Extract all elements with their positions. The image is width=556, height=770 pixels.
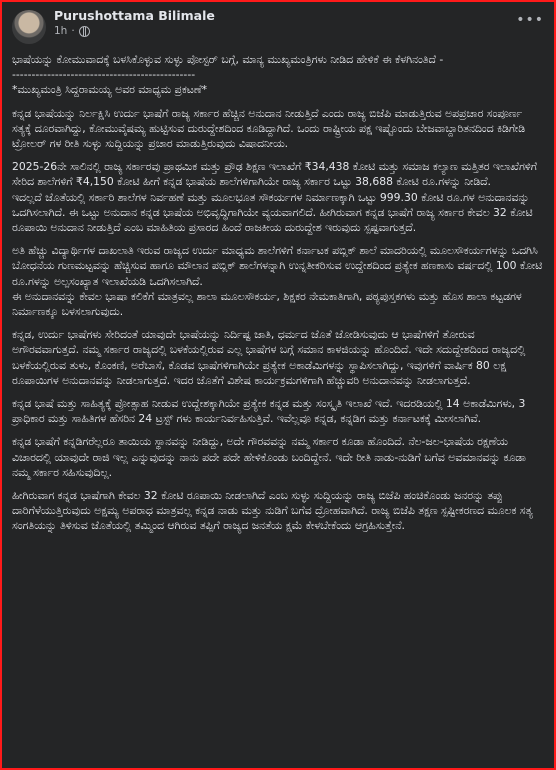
author-meta [54, 8, 215, 38]
paragraph-6: ಕನ್ನಡ ಭಾಷೆಗೆ ಕನ್ನಡಿಗರೆಲ್ಲರೂ ತಾಯಿಯ ಸ್ಥಾನವನ್ನು ನೀಡಿದ್ದು, ಅದೇ ಗೌರವವನ್ನು ನಮ್ಮ ಸರ್ಕಾರ ಕೂಡಾ ಹೊಂದಿದೆ. ನೆಲ-ಜಲ-ಭಾಷೆಯ ರಕ್ಷಣೆಯ ವಿಚಾರದಲ್ಲಿ ಯಾವುದೇ ರಾಜಿ ಇಲ್ಲ ಎನ್ನುವುದನ್ನು ನಾನು ಪದೇ ಪದೇ ಹೇಳಿಕೊಂಡು ಬಂದಿದ್ದೇನೆ. ಇದೇ ರೀತಿ ನಾಡು-ನುಡಿಗೆ ಬಗೆವ ಅವಮಾನವನ್ನು ಕೂಡಾ ನಮ್ಮ ಸರ್ಕಾರ ಸಹಿಸುವುದಿಲ್ಲ. [12, 435, 526, 479]
post-header [12, 8, 544, 48]
paragraph-2b: ಇದಲ್ಲದೆ ಜೊತೆಯಲ್ಲಿ ಸರ್ಕಾರಿ ಶಾಲೆಗಳ ನಿರ್ವಹಣೆ ಮತ್ತು ಮೂಲಭೂತ ಸೌಕರ್ಯಗಳ ನಿರ್ಮಾಣಕ್ಕಾಗಿ ಒಟ್ಟು 999.30 ಕೋಟಿ ರೂ.ಗಳ ಅನುದಾನವನ್ನು ಒದಗಿಸಲಾಗಿದೆ. ಈ ಒಟ್ಟು ಅನುದಾನ ಕನ್ನಡ ಭಾಷೆಯ ಅಭಿವೃದ್ಧಿಗಾಗಿಯೇ ವ್ಯಯವಾಗಲಿದೆ. ಹೀಗಿರುವಾಗ ಕನ್ನಡ ಭಾಷೆಗೆ ರಾಜ್ಯ ಸರ್ಕಾರ ಕೇವಲ 32 ಕೋಟಿ ರೂಪಾಯಿ ಅನುದಾನ ನೀಡುತ್ತಿದೆ ಎಂಬ ಮಾಹಿತಿಯ ಪ್ರಸಾರದ ಹಿಂದೆ ರಾಜಕೀಯ ದುರುದ್ದೇಶ ಇರುವುದು ಸ್ಪಷ್ಟವಾಗುತ್ತದೆ. [12, 190, 533, 235]
post-timestamp: 1h · [54, 24, 215, 38]
paragraph-2a: 2025-26ನೇ ಸಾಲಿನಲ್ಲಿ ರಾಜ್ಯ ಸರ್ಕಾರವು ಪ್ರಾಥಮಿಕ ಮತ್ತು ಪ್ರೌಢ ಶಿಕ್ಷಣ ಇಲಾಖೆಗೆ ₹34,438 ಕೋಟಿ ಮತ್ತು ಸಮಾಜ ಕಲ್ಯಾಣ ಮತ್ತಿತರ ಇಲಾಖೆಗಳಿಗೆ ಸೇರಿದ ಶಾಲೆಗಳಿಗೆ ₹4,150 ಕೋಟಿ ಹೀಗೆ ಕನ್ನಡ ಭಾಷೆಯ ಶಾಲೆಗಳಿಗಾಗಿಯೇ ರಾಜ್ಯ ಸರ್ಕಾರ ಒಟ್ಟು 38,688 ಕೋಟಿ ರೂ.ಗಳನ್ನು ನೀಡಿದೆ. [12, 160, 537, 189]
post-card [12, 8, 544, 533]
post-body [12, 52, 544, 542]
paragraph-3b: ಈ ಅನುದಾನವನ್ನು ಕೇವಲ ಭಾಷಾ ಕಲಿಕೆಗೆ ಮಾತ್ರವಲ್ಲ ಶಾಲಾ ಮೂಲಸೌಕರ್ಯ, ಶಿಕ್ಷಕರ ನೇಮಕಾತಿಗಾಗಿ, ಪಠ್ಯಪುಸ್ತಕಗಳು ಮತ್ತು ಹೊಸ ಶಾಲಾ ಕಟ್ಟಡಗಳ ನಿರ್ಮಾಣಕ್ಕೂ ಬಳಸಲಾಗುವುದು. [12, 289, 522, 319]
more-options-icon[interactable]: ••• [516, 12, 544, 28]
paragraph-7: ಹೀಗಿರುವಾಗ ಕನ್ನಡ ಭಾಷೆಗಾಗಿ ಕೇವಲ 32 ಕೋಟಿ ರೂಪಾಯಿ ನೀಡಲಾಗಿದೆ ಎಂಬ ಸುಳ್ಳು ಸುದ್ದಿಯನ್ನು ರಾಜ್ಯ ಬಿಜೆಪಿ ಹಂಚಿಕೊಂಡು ಜನರನ್ನು ತಪ್ಪು ದಾರಿಗೆಳೆಯುತ್ತಿರುವುದು ಅಕ್ಷಮ್ಯ ಅಪರಾಧ ಮಾತ್ರವಲ್ಲ ಕನ್ನಡ ನಾಡು ಮತ್ತು ನುಡಿಗೆ ಬಗೆವ ದ್ರೋಹವಾಗಿದೆ. ರಾಜ್ಯ ಬಿಜೆಪಿ ತಕ್ಷಣ ಸ್ಪಷ್ಟೀಕರಣದ ಮೂಲಕ ಸತ್ಯ ಸಂಗತಿಯನ್ನು ತಿಳಿಸುವ ಜೊತೆಯಲ್ಲಿ ತಮ್ಮಿಂದ ಆಗಿರುವ ತಪ್ಪಿಗೆ ರಾಜ್ಯದ ಜನತೆಯ ಕ್ಷಮೆ ಕೇಳಬೇಕೆಂದು ಆಗ್ರಹಿಸುತ್ತೇನೆ. [12, 489, 533, 533]
paragraph-1: ಕನ್ನಡ ಭಾಷೆಯನ್ನು ನಿರ್ಲಕ್ಷಿಸಿ ಉರ್ದು ಭಾಷೆಗೆ ರಾಜ್ಯ ಸರ್ಕಾರ ಹೆಚ್ಚಿನ ಅನುದಾನ ನೀಡುತ್ತಿದೆ ಎಂದು ರಾಜ್ಯ ಬಿಜೆಪಿ ಮಾಡುತ್ತಿರುವ ಅಪಪ್ರಚಾರ ಸಂಪೂರ್ಣ ಸತ್ಯಕ್ಕೆ ದೂರವಾಗಿದ್ದು, ಕೋಮುವೈಷಮ್ಯ ಹುಟ್ಟಿಸುವ ದುರುದ್ದೇಶದಿಂದ ಕೂಡಿದ್ದಾಗಿದೆ. ಒಂದು ರಾಷ್ಟ್ರೀಯ ಪಕ್ಷ ಇಷ್ಟೊಂದು ಬೇಜವಾಬ್ದಾರಿತನದಿಂದ ಕಿಡಿಗೇಡಿ ಟ್ರೋಲರ್ ಗಳ ರೀತಿ ಸುಳ್ಳು ಸುದ್ದಿಯನ್ನು ಪ್ರಚಾರ ಮಾಡುತ್ತಿರುವುದು ವಿಷಾದನೀಯ. [12, 106, 526, 151]
post-heading: *ಮುಖ್ಯಮಂತ್ರಿ ಸಿದ್ದರಾಮಯ್ಯ ಅವರ ಮಾಧ್ಯಮ ಪ್ರಕಟಣೆ* [12, 83, 208, 97]
paragraph-5: ಕನ್ನಡ ಭಾಷೆ ಮತ್ತು ಸಾಹಿತ್ಯಕ್ಕೆ ಪ್ರೋತ್ಸಾಹ ನೀಡುವ ಉದ್ದೇಶಕ್ಕಾಗಿಯೇ ಪ್ರತ್ಯೇಕ ಕನ್ನಡ ಮತ್ತು ಸಂಸ್ಕೃತಿ ಇಲಾಖೆ ಇದೆ. ಇದರಡಿಯಲ್ಲಿ 14 ಅಕಾಡೆಮಿಗಳು, 3 ಪ್ರಾಧಿಕಾರ ಮತ್ತು ಸಾಹಿತಿಗಳ ಹೆಸರಿನ 24 ಟ್ರಸ್ಟ್ ಗಳು ಕಾರ್ಯನಿರ್ವಹಿಸುತ್ತಿವೆ. ಇವೆಲ್ಲವೂ ಕನ್ನಡ, ಕನ್ನಡಿಗ ಮತ್ತು ಕರ್ನಾಟಕಕ್ಕೆ ಮೀಸಲಾಗಿವೆ. [12, 397, 526, 426]
globe-icon [79, 26, 90, 37]
post-time[interactable]: 1h [54, 25, 68, 37]
author-avatar[interactable] [12, 10, 46, 44]
paragraph-4: ಕನ್ನಡ, ಉರ್ದು ಭಾಷೆಗಳು ಸೇರಿದಂತೆ ಯಾವುದೇ ಭಾಷೆಯನ್ನು ನಿರ್ದಿಷ್ಟ ಜಾತಿ, ಧರ್ಮದ ಜೊತೆ ಜೋಡಿಸುವುದು ಆ ಭಾಷೆಗಳಿಗೆ ತೋರುವ ಅಗೌರವವಾಗುತ್ತದೆ. ನಮ್ಮ ಸರ್ಕಾರ ರಾಜ್ಯದಲ್ಲಿ ಬಳಕೆಯಲ್ಲಿರುವ ಎಲ್ಲ ಭಾಷೆಗಳ ಬಗ್ಗೆ ಸಮಾನ ಕಾಳಜಿಯನ್ನು ಹೊಂದಿದೆ. ಇದೇ ಸದುದ್ದೇಶದಿಂದ ರಾಜ್ಯದಲ್ಲಿ ಬಳಕೆಯಲ್ಲಿರುವ ತುಳು, ಕೊಂಕಣಿ, ಅರೆಬಾಸೆ, ಕೊಡವ ಭಾಷೆಗಳಿಗಾಗಿಯೇ ಪ್ರತ್ಯೇಕ ಅಕಾಡೆಮಿಗಳನ್ನು ಸ್ಥಾಪಿಸಲಾಗಿದ್ದು, ಇವುಗಳಿಗೆ ವಾರ್ಷಿಕ 80 ಲಕ್ಷ ರೂಪಾಯಿಗಳ ಅನುದಾನವನ್ನು ನೀಡಲಾಗುತ್ತದೆ. ಇದರ ಜೊತೆಗೆ ವಿಶೇಷ ಕಾರ್ಯಕ್ರಮಗಳಿಗಾಗಿ ಹೆಚ್ಚುವರಿ ಅನುದಾನವನ್ನು ನೀಡಲಾಗುತ್ತದೆ. [12, 328, 526, 387]
author-name[interactable]: Purushottama Bilimale [54, 8, 215, 23]
post-intro: ಭಾಷೆಯನ್ನು ಕೋಮುವಾದಕ್ಕೆ ಬಳಸಿಕೊಳ್ಳುವ ಸುಳ್ಳು ಪೋಸ್ಟರ್ ಬಗ್ಗೆ, ಮಾನ್ಯ ಮುಖ್ಯಮಂತ್ರಿಗಳು ನೀಡಿದ ಹೇಳಿಕೆ ಈ ಕೆಳಗಿನಂತಿದೆ - [12, 53, 444, 66]
post-divider: ----------------------------------------------- [12, 68, 196, 82]
paragraph-3a: ಅತಿ ಹೆಚ್ಚು ವಿದ್ಯಾರ್ಥಿಗಳ ದಾಖಲಾತಿ ಇರುವ ರಾಜ್ಯದ ಉರ್ದು ಮಾಧ್ಯಮ ಶಾಲೆಗಳಿಗೆ ಕರ್ನಾಟಕ ಪಬ್ಲಿಕ್ ಶಾಲೆ ಮಾದರಿಯಲ್ಲಿ ಮೂಲಸೌಕರ್ಯಗಳನ್ನು ಒದಗಿಸಿ ಬೋಧನೆಯ ಗುಣಮಟ್ಟವನ್ನು ಹೆಚ್ಚಿಸುವ ಹಾಗೂ ಮೌಲಾನ ಪಬ್ಲಿಕ್ ಶಾಲೆಗಳನ್ನಾಗಿ ಉನ್ನತೀಕರಿಸುವ ಉದ್ದೇಶದಿಂದ ಪ್ರತ್ಯೇಕ ಹಣಕಾಸು ವರ್ಷದಲ್ಲಿ 100 ಕೋಟಿ ರೂ.ಗಳನ್ನು ಅಲ್ಪಸಂಖ್ಯಾತ ಇಲಾಖೆಯಡಿ ಒದಗಿಸಲಾಗಿದೆ. [12, 244, 543, 288]
